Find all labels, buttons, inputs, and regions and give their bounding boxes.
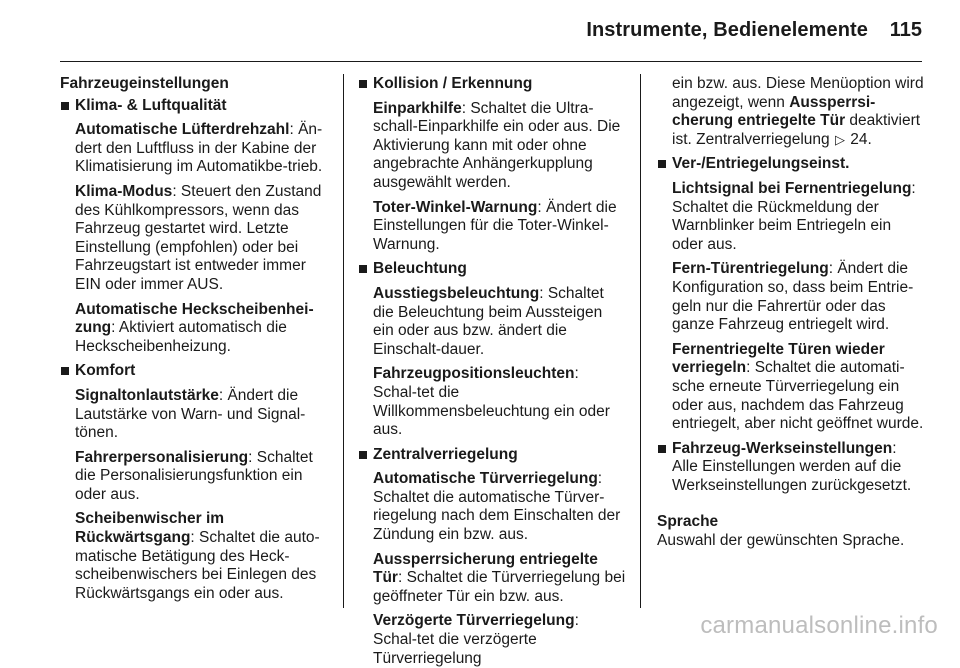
setting-term: Fahrzeug-Werkseinstellungen bbox=[672, 439, 893, 457]
bullet-werkseinstellungen bbox=[657, 440, 925, 496]
setting-item bbox=[373, 199, 626, 255]
setting-term: Toter-Winkel-Warnung bbox=[373, 198, 538, 216]
setting-text: : Schal-tet die verzögerte Türverriegelung bbox=[373, 612, 579, 667]
setting-item bbox=[672, 341, 925, 434]
setting-term: Einparkhilfe bbox=[373, 99, 462, 117]
header-rule bbox=[60, 61, 922, 62]
setting-item bbox=[373, 100, 626, 193]
bullet-title: Ver-/Entriegelungseinst. bbox=[672, 155, 850, 173]
bullet-title: Zentralverriegelung bbox=[373, 445, 518, 463]
setting-item bbox=[373, 612, 626, 668]
setting-text: : Schaltet die Personalisierungsfunktion ein oder aus. bbox=[75, 448, 313, 503]
bullet-zentralverriegelung bbox=[358, 446, 626, 668]
square-bullet-icon bbox=[658, 445, 666, 453]
square-bullet-icon bbox=[359, 80, 367, 88]
section-title: Sprache bbox=[657, 513, 719, 531]
square-bullet-icon bbox=[61, 102, 69, 110]
section-text: Auswahl der gewünschten Sprache. bbox=[657, 532, 905, 550]
bullet-komfort bbox=[60, 362, 330, 603]
setting-term: Verzögerte Türverriegelung bbox=[373, 612, 575, 630]
setting-term: Automatische Türverriegelung bbox=[373, 470, 598, 488]
bullet-kollision bbox=[358, 75, 626, 254]
setting-term: Klima-Modus bbox=[75, 182, 173, 200]
setting-item bbox=[75, 449, 330, 505]
bullet-title: Klima- & Luftqualität bbox=[75, 96, 227, 114]
setting-text: : Ändert die Konfiguration so, dass beim Entrie-geln nur die Fahrertür oder das ganze Fahrzeug entriegelt wird. bbox=[672, 260, 914, 334]
column-divider bbox=[640, 74, 641, 608]
setting-item bbox=[672, 440, 925, 496]
setting-item bbox=[672, 180, 925, 254]
setting-item bbox=[373, 285, 626, 359]
setting-term: Lichtsignal bei Fernentriegelung bbox=[672, 179, 912, 197]
setting-term: Ausstiegsbeleuchtung bbox=[373, 284, 540, 302]
setting-term: Signaltonlautstärke bbox=[75, 386, 219, 404]
bullet-title: Komfort bbox=[75, 362, 136, 380]
page-reference[interactable]: 24. bbox=[850, 130, 872, 148]
bullet-title: Kollision / Erkennung bbox=[373, 75, 533, 92]
watermark: carmanualsonline.info bbox=[700, 612, 938, 639]
page-header-title: Instrumente, Bedienelemente bbox=[586, 19, 868, 41]
sprache-section bbox=[657, 513, 925, 550]
square-bullet-icon bbox=[658, 160, 666, 168]
setting-item bbox=[75, 183, 330, 295]
page-number: 115 bbox=[889, 19, 922, 41]
setting-term: Automatische Heckscheibenhei-zung bbox=[75, 300, 314, 337]
bullet-ver-entriegelung bbox=[657, 155, 925, 433]
setting-item bbox=[672, 260, 925, 334]
setting-item bbox=[75, 121, 330, 177]
setting-text: : Aktiviert automatisch die Heckscheibenheizung. bbox=[75, 319, 287, 355]
bullet-beleuchtung bbox=[358, 260, 626, 439]
setting-item bbox=[373, 470, 626, 544]
setting-text: : Schaltet die Rückmeldung der Warnblinker beim Entriegeln ein oder aus. bbox=[672, 179, 916, 253]
setting-text: : Schaltet die auto-matische Betätigung des Heck-scheibenwischers bei Einlegen des Rückwärtsgangs ein oder aus. bbox=[75, 529, 320, 602]
setting-item bbox=[75, 510, 330, 603]
column-2 bbox=[358, 75, 626, 668]
setting-text: : Schaltet die automati-sche erneute Türverriegelung ein oder aus, nachdem das Fahrzeug entriegelt, aber nicht geöffnet wurde. bbox=[672, 359, 924, 433]
continued-text bbox=[657, 75, 925, 149]
setting-text: : Schaltet die Türverriegelung bei geöffneter Tür ein bzw. aus. bbox=[373, 569, 626, 605]
column-3 bbox=[657, 75, 925, 551]
setting-term: Fern-Türentriegelung bbox=[672, 260, 829, 278]
setting-term: Fahrerpersonalisierung bbox=[75, 448, 249, 466]
setting-text: : Schal-tet die Willkommensbeleuchtung ein oder aus. bbox=[373, 365, 610, 439]
arrow-right-icon: ▷ bbox=[834, 131, 845, 147]
section-title: Fahrzeugeinstellungen bbox=[60, 75, 229, 92]
setting-text: : Alle Einstellungen werden auf die Werkseinstellungen zurückgesetzt. bbox=[672, 439, 912, 494]
setting-term: Scheibenwischer im Rückwärtsgang bbox=[75, 510, 225, 547]
setting-term: Aussperrsi-cherung entriegelte Tür bbox=[672, 93, 876, 130]
setting-item bbox=[75, 387, 330, 443]
square-bullet-icon bbox=[359, 265, 367, 273]
setting-text: : Schaltet die automatische Türver-riegelung nach dem Einschalten der Zündung ein bzw. aus. bbox=[373, 470, 621, 544]
bullet-title: Beleuchtung bbox=[373, 260, 467, 278]
column-1 bbox=[60, 75, 330, 603]
setting-item bbox=[373, 551, 626, 607]
setting-text: : Schaltet die Beleuchtung beim Aussteigen ein oder aus bzw. ändert die Einschalt-dauer. bbox=[373, 284, 604, 358]
setting-text: ein bzw. aus. Diese Menüoption wird angezeigt, wenn bbox=[672, 75, 924, 111]
bullet-klima bbox=[60, 97, 330, 357]
setting-text: : Ändert die Lautstärke von Warn- und Signal-tönen. bbox=[75, 386, 306, 442]
setting-text: deaktiviert ist. Zentralverriegelung bbox=[672, 112, 921, 148]
square-bullet-icon bbox=[359, 451, 367, 459]
setting-item bbox=[75, 301, 330, 357]
setting-text: : Än-dert den Luftfluss in der Kabine der Klimatisierung im Automatikbe-trieb. bbox=[75, 121, 323, 176]
column-divider bbox=[343, 74, 344, 608]
setting-text: : Schaltet die Ultra-schall-Einparkhilfe ein oder aus. Die Aktivierung kann mit oder ohne angebrachte Anhängerkupplung ausgewählt werden. bbox=[373, 99, 621, 191]
setting-text: : Steuert den Zustand des Kühlkompressors, wenn das Fahrzeug gestartet wird. Letzte Einstellung (empfohlen) oder bei Fahrzeugstart ist entweder immer EIN oder immer AUS. bbox=[75, 182, 322, 293]
setting-term: Fernentriegelte Türen wieder verriegeln bbox=[672, 340, 885, 377]
square-bullet-icon bbox=[61, 367, 69, 375]
setting-text: : Ändert die Einstellungen für die Toter-Winkel-Warnung. bbox=[373, 198, 617, 253]
setting-item bbox=[373, 365, 626, 439]
setting-term: Aussperrsicherung entriegelte Tür bbox=[373, 550, 598, 587]
setting-term: Automatische Lüfterdrehzahl bbox=[75, 121, 290, 139]
setting-term: Fahrzeugpositionsleuchten bbox=[373, 365, 575, 383]
